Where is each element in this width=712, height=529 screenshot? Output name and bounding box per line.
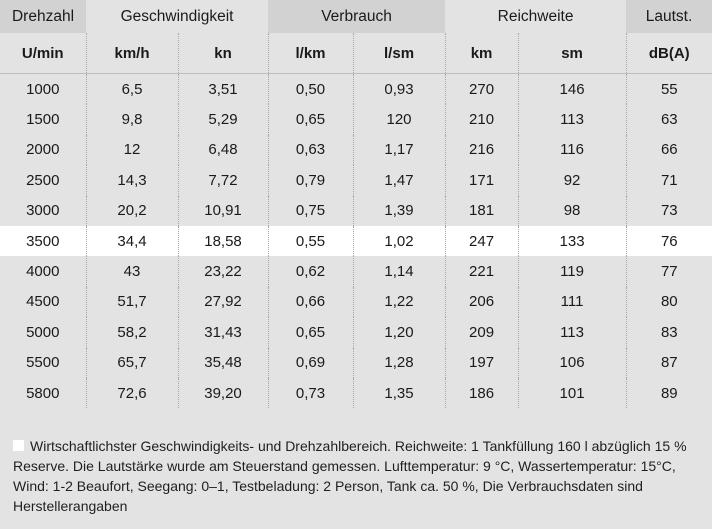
unit-header: sm (518, 33, 626, 74)
table-cell: 171 (445, 165, 518, 195)
table-cell: 39,20 (178, 378, 268, 408)
table-cell: 10,91 (178, 196, 268, 226)
table-cell: 51,7 (86, 287, 178, 317)
table-cell: 133 (518, 226, 626, 256)
table-cell: 43 (86, 256, 178, 286)
table-row (0, 256, 712, 286)
table-cell: 3000 (26, 202, 60, 220)
table-row (0, 348, 712, 378)
table-cell: 66 (626, 135, 712, 165)
table-cell: 5,29 (178, 104, 268, 134)
table-cell: 0,65 (268, 104, 353, 134)
table-cell: 1,47 (353, 165, 445, 195)
table-cell: 72,6 (86, 378, 178, 408)
table-cell: 101 (518, 378, 626, 408)
table-cell: 27,92 (178, 287, 268, 317)
unit-header: l/km (268, 33, 353, 74)
table-cell: 63 (626, 104, 712, 134)
unit-header: km/h (86, 33, 178, 74)
table-cell: 0,93 (353, 74, 445, 104)
table-cell: 18,58 (178, 226, 268, 256)
table-row-highlighted (0, 226, 712, 256)
table-cell: 87 (626, 348, 712, 378)
unit-header: l/sm (353, 33, 445, 74)
table-cell: 1,28 (353, 348, 445, 378)
table-cell: 106 (518, 348, 626, 378)
table-cell: 1,20 (353, 317, 445, 347)
table-cell: 31,43 (178, 317, 268, 347)
table-cell: 0,65 (268, 317, 353, 347)
table-cell: 14,3 (86, 165, 178, 195)
table-cell: 1,02 (353, 226, 445, 256)
table-cell: 1,35 (353, 378, 445, 408)
table-cell: 2500 (26, 171, 60, 189)
table-cell: 1,22 (353, 287, 445, 317)
table-cell: 3500 (0, 226, 86, 256)
table-row (0, 378, 712, 408)
unit-header: dB(A) (626, 33, 712, 74)
table-cell: 1,39 (353, 196, 445, 226)
table-body (0, 74, 712, 408)
table-cell: 65,7 (86, 348, 178, 378)
table-cell: 1500 (26, 111, 60, 129)
table-row (0, 135, 712, 165)
table-cell: 23,22 (178, 256, 268, 286)
table-cell: 113 (518, 317, 626, 347)
table-cell: 0,73 (268, 378, 353, 408)
table-cell: 120 (353, 104, 445, 134)
table-cell: 197 (445, 348, 518, 378)
table-cell: 119 (518, 256, 626, 286)
table-cell: 6,48 (178, 135, 268, 165)
table-cell: 5500 (26, 354, 60, 372)
table-cell: 0,79 (268, 165, 353, 195)
group-header-row (0, 0, 712, 33)
table-cell: 1,14 (353, 256, 445, 286)
unit-header: km (445, 33, 518, 74)
table-row (0, 317, 712, 347)
table-cell: 6,5 (86, 74, 178, 104)
table-cell: 0,55 (268, 226, 353, 256)
footnote-text: Wirtschaftlichster Geschwindigkeits- und Drehzahlbereich. Reichweite: 1 Tankfüllung 160 l abzüglich 15 % Reserve. Die Lautstärke wurde am Steuerstand gemessen. Lufttemperatur: 9 °C, Wassertemperatur: 15°C, Wind: 1-2 Beaufort, Seegang: 0–1, Testbeladung: 2 Person, Tank ca. 50 %, Die Verbrauchsdaten sind Herstellerangaben (13, 438, 687, 514)
group-header-lautstaerke: Lautst. (626, 0, 712, 33)
table-cell: 89 (626, 378, 712, 408)
table-cell: 4000 (26, 263, 60, 281)
table-cell: 210 (445, 104, 518, 134)
table-cell: 270 (445, 74, 518, 104)
table-cell: 247 (445, 226, 518, 256)
table-cell: 0,50 (268, 74, 353, 104)
table-cell: 3,51 (178, 74, 268, 104)
group-header-drehzahl: Drehzahl (0, 0, 86, 33)
table-cell: 77 (626, 256, 712, 286)
table-row (0, 287, 712, 317)
table-cell: 1000 (26, 80, 60, 98)
table-cell: 0,75 (268, 196, 353, 226)
table-cell: 206 (445, 287, 518, 317)
table-cell: 113 (518, 104, 626, 134)
table-cell: 116 (518, 135, 626, 165)
table-row (0, 165, 712, 195)
table-cell: 209 (445, 317, 518, 347)
table-cell: 55 (626, 74, 712, 104)
table-cell: 0,66 (268, 287, 353, 317)
unit-header-row (0, 33, 712, 74)
table-cell: 2000 (26, 141, 60, 159)
table-cell: 34,4 (86, 226, 178, 256)
group-header-geschwindigkeit: Geschwindigkeit (86, 0, 268, 33)
table-cell: 98 (518, 196, 626, 226)
table-cell: 5000 (26, 323, 60, 341)
table-cell: 0,62 (268, 256, 353, 286)
table-cell: 1,17 (353, 135, 445, 165)
table-cell: 7,72 (178, 165, 268, 195)
table-row (0, 74, 712, 104)
table-cell: 111 (518, 287, 626, 317)
table-cell: 20,2 (86, 196, 178, 226)
table-cell: 73 (626, 196, 712, 226)
table-cell: 4500 (26, 293, 60, 311)
unit-header: U/min (0, 33, 86, 74)
table-cell: 71 (626, 165, 712, 195)
table-cell: 83 (626, 317, 712, 347)
highlight-legend-square (13, 440, 24, 451)
table-cell: 146 (518, 74, 626, 104)
table-cell: 0,69 (268, 348, 353, 378)
table-cell: 0,63 (268, 135, 353, 165)
table-row (0, 104, 712, 134)
table-cell: 58,2 (86, 317, 178, 347)
table-row (0, 196, 712, 226)
table-cell: 181 (445, 196, 518, 226)
table-cell: 216 (445, 135, 518, 165)
table-cell: 186 (445, 378, 518, 408)
group-header-reichweite: Reichweite (445, 0, 626, 33)
table-cell: 9,8 (86, 104, 178, 134)
table-cell: 92 (518, 165, 626, 195)
table-cell: 221 (445, 256, 518, 286)
table-cell: 35,48 (178, 348, 268, 378)
table-cell: 5800 (26, 384, 60, 402)
table-cell: 80 (626, 287, 712, 317)
unit-header: kn (178, 33, 268, 74)
table-cell: 12 (86, 135, 178, 165)
table-cell: 76 (626, 226, 712, 256)
group-header-verbrauch: Verbrauch (268, 0, 445, 33)
footnote (13, 436, 703, 516)
